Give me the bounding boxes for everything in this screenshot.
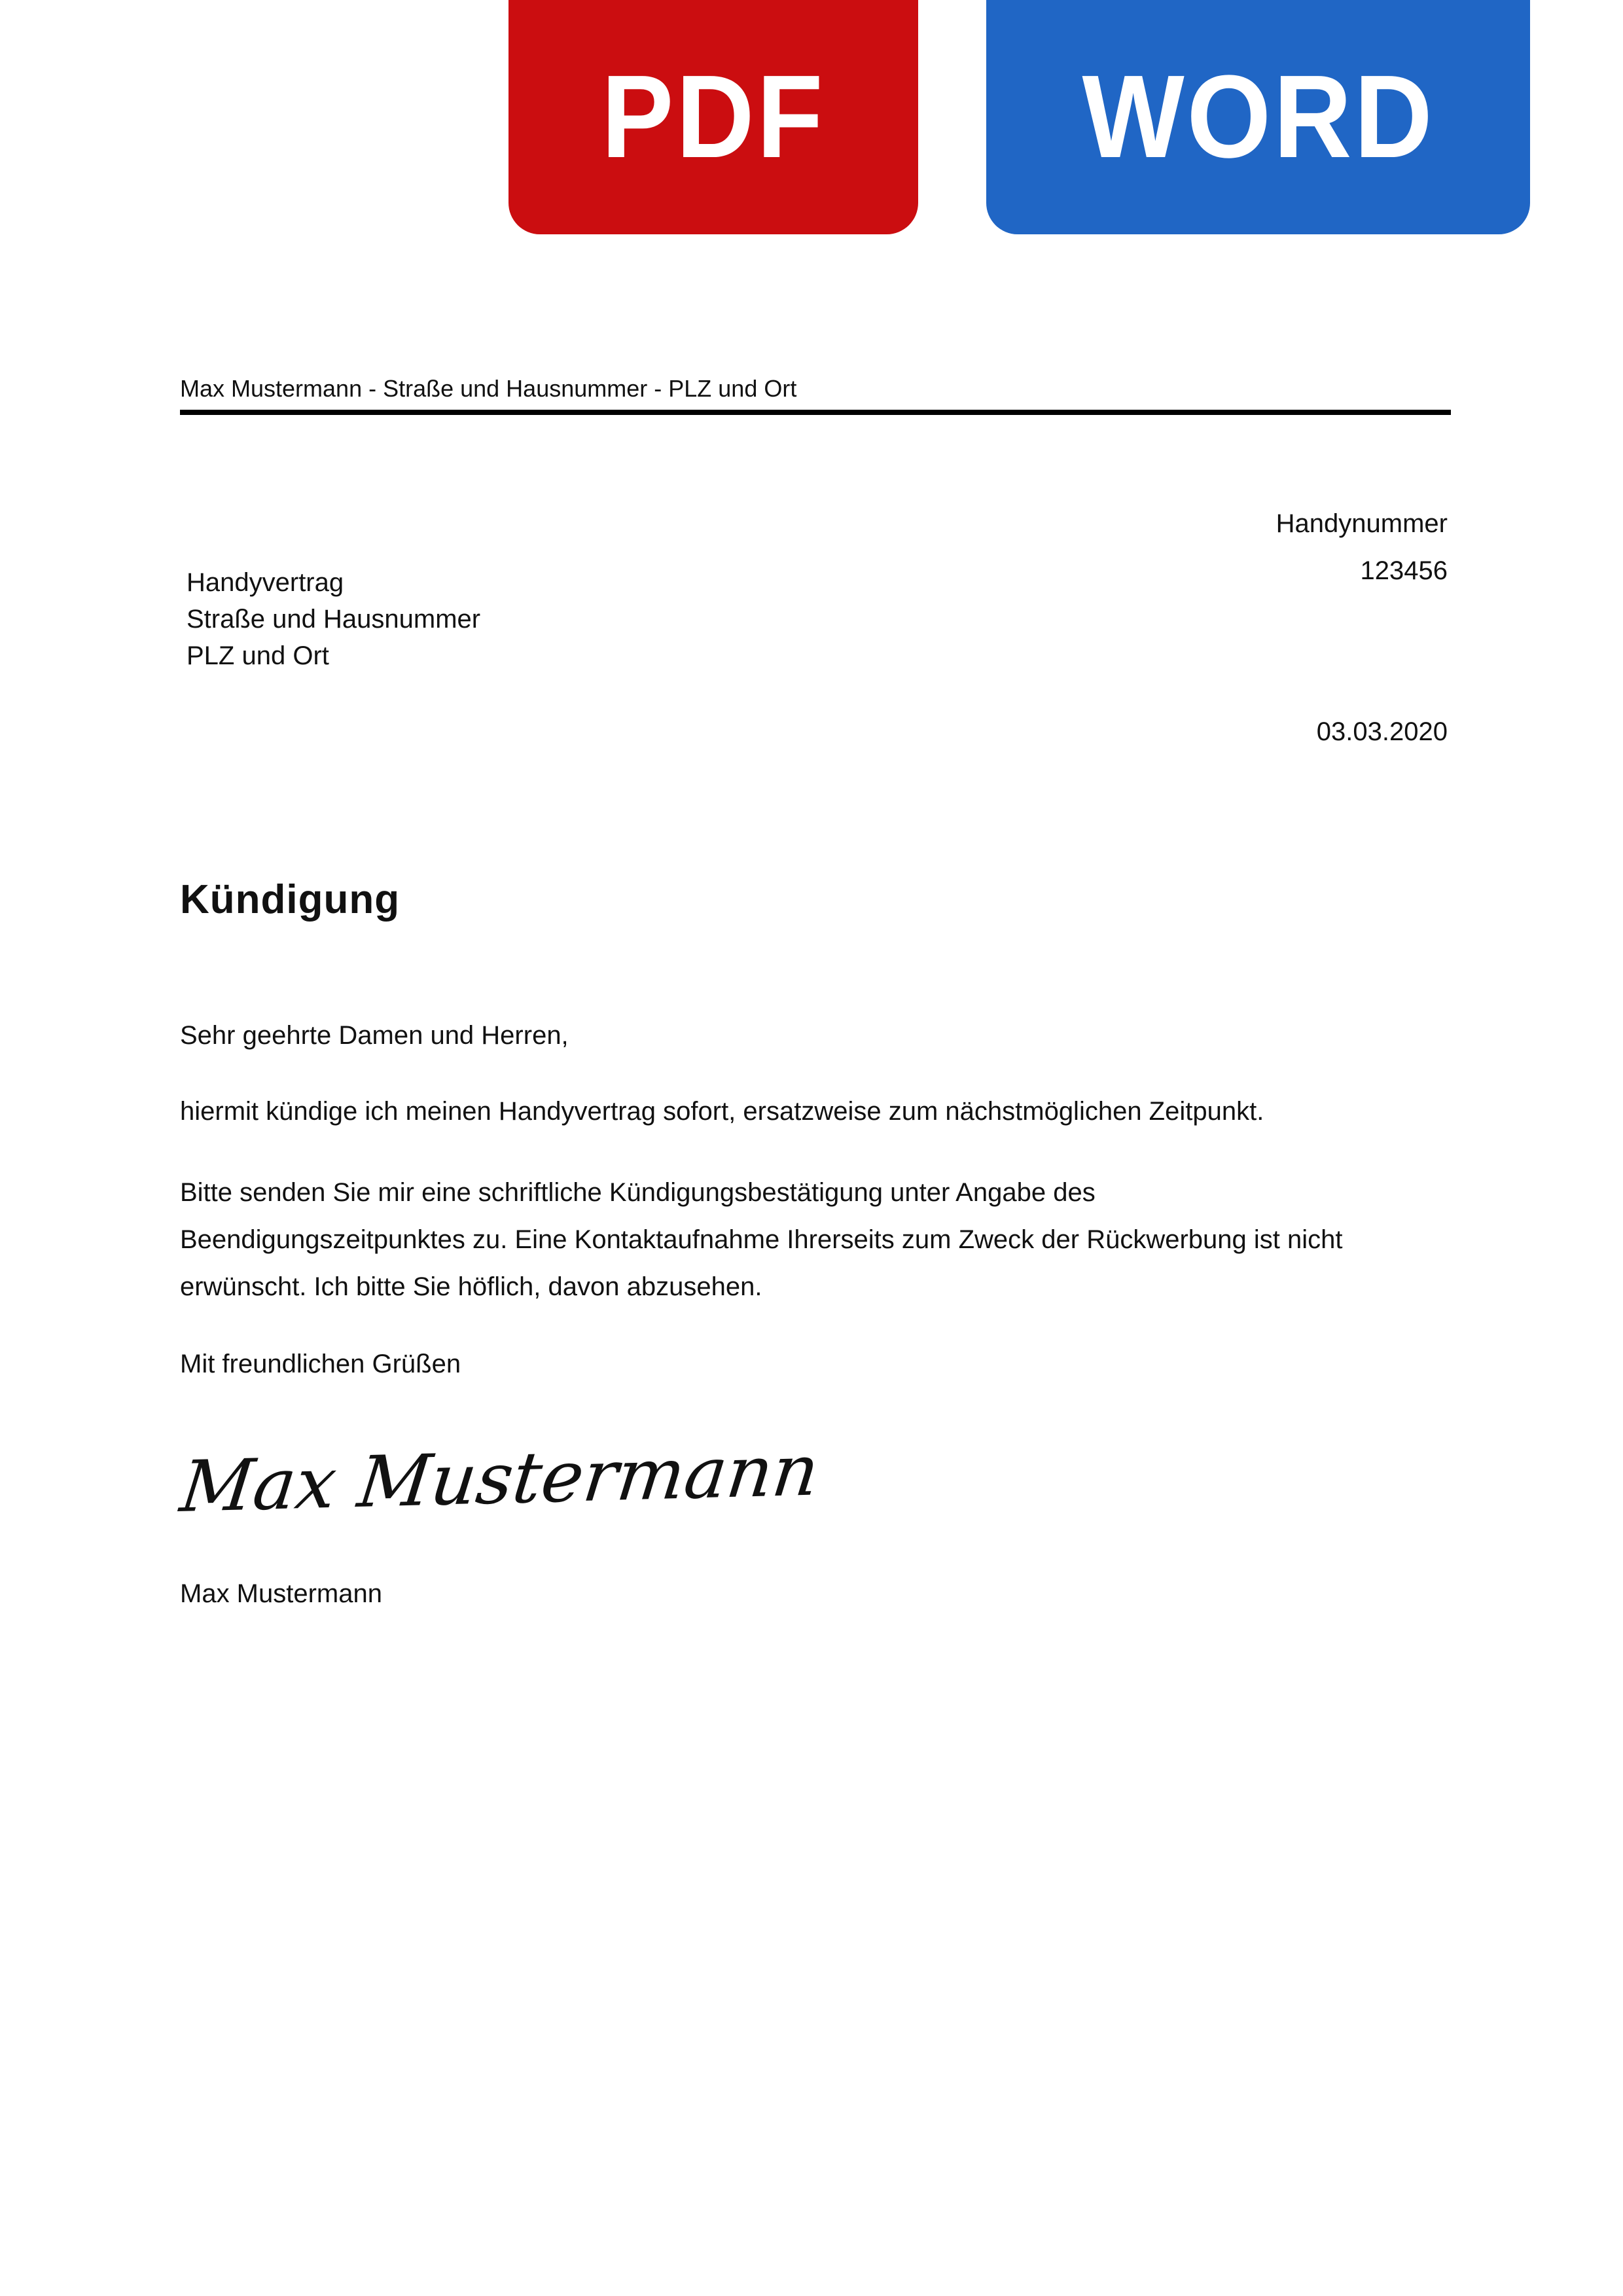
handwritten-signature: Max Mustermann xyxy=(176,1429,823,1529)
word-button-label: WORD xyxy=(1081,51,1435,183)
word-download-button[interactable] xyxy=(986,0,1530,234)
body-paragraph-2-line-3: erwünscht. Ich bitte Sie höflich, davon abzusehen. xyxy=(180,1272,762,1301)
letter-date: 03.03.2020 xyxy=(1316,717,1448,746)
pdf-download-button[interactable] xyxy=(508,0,918,234)
salutation: Sehr geehrte Damen und Herren, xyxy=(180,1021,569,1050)
phone-number-label: Handynummer xyxy=(1275,509,1448,538)
recipient-address-block xyxy=(187,564,480,674)
body-paragraph-1: hiermit kündige ich meinen Handyvertrag sofort, ersatzweise zum nächstmöglichen Zeitpunkt. xyxy=(180,1097,1264,1126)
signer-name: Max Mustermann xyxy=(180,1579,382,1608)
phone-number-value: 123456 xyxy=(1360,556,1448,585)
subject-heading: Kündigung xyxy=(180,877,401,922)
recipient-line-3: PLZ und Ort xyxy=(187,641,329,670)
recipient-line-2: Straße und Hausnummer xyxy=(187,605,481,634)
body-paragraph-2-line-1: Bitte senden Sie mir eine schriftliche Kündigungsbestätigung unter Angabe des xyxy=(180,1178,1096,1207)
recipient-line-1: Handyvertrag xyxy=(187,568,344,597)
sender-address-line: Max Mustermann - Straße und Hausnummer - PLZ und Ort xyxy=(180,374,1451,415)
body-paragraph-2-line-2: Beendigungszeitpunktes zu. Eine Kontaktaufnahme Ihrerseits zum Zweck der Rückwerbung ist nicht xyxy=(180,1225,1343,1254)
closing-phrase: Mit freundlichen Grüßen xyxy=(180,1350,461,1378)
body-paragraph-2 xyxy=(180,1169,1456,1310)
pdf-button-label: PDF xyxy=(601,51,826,183)
